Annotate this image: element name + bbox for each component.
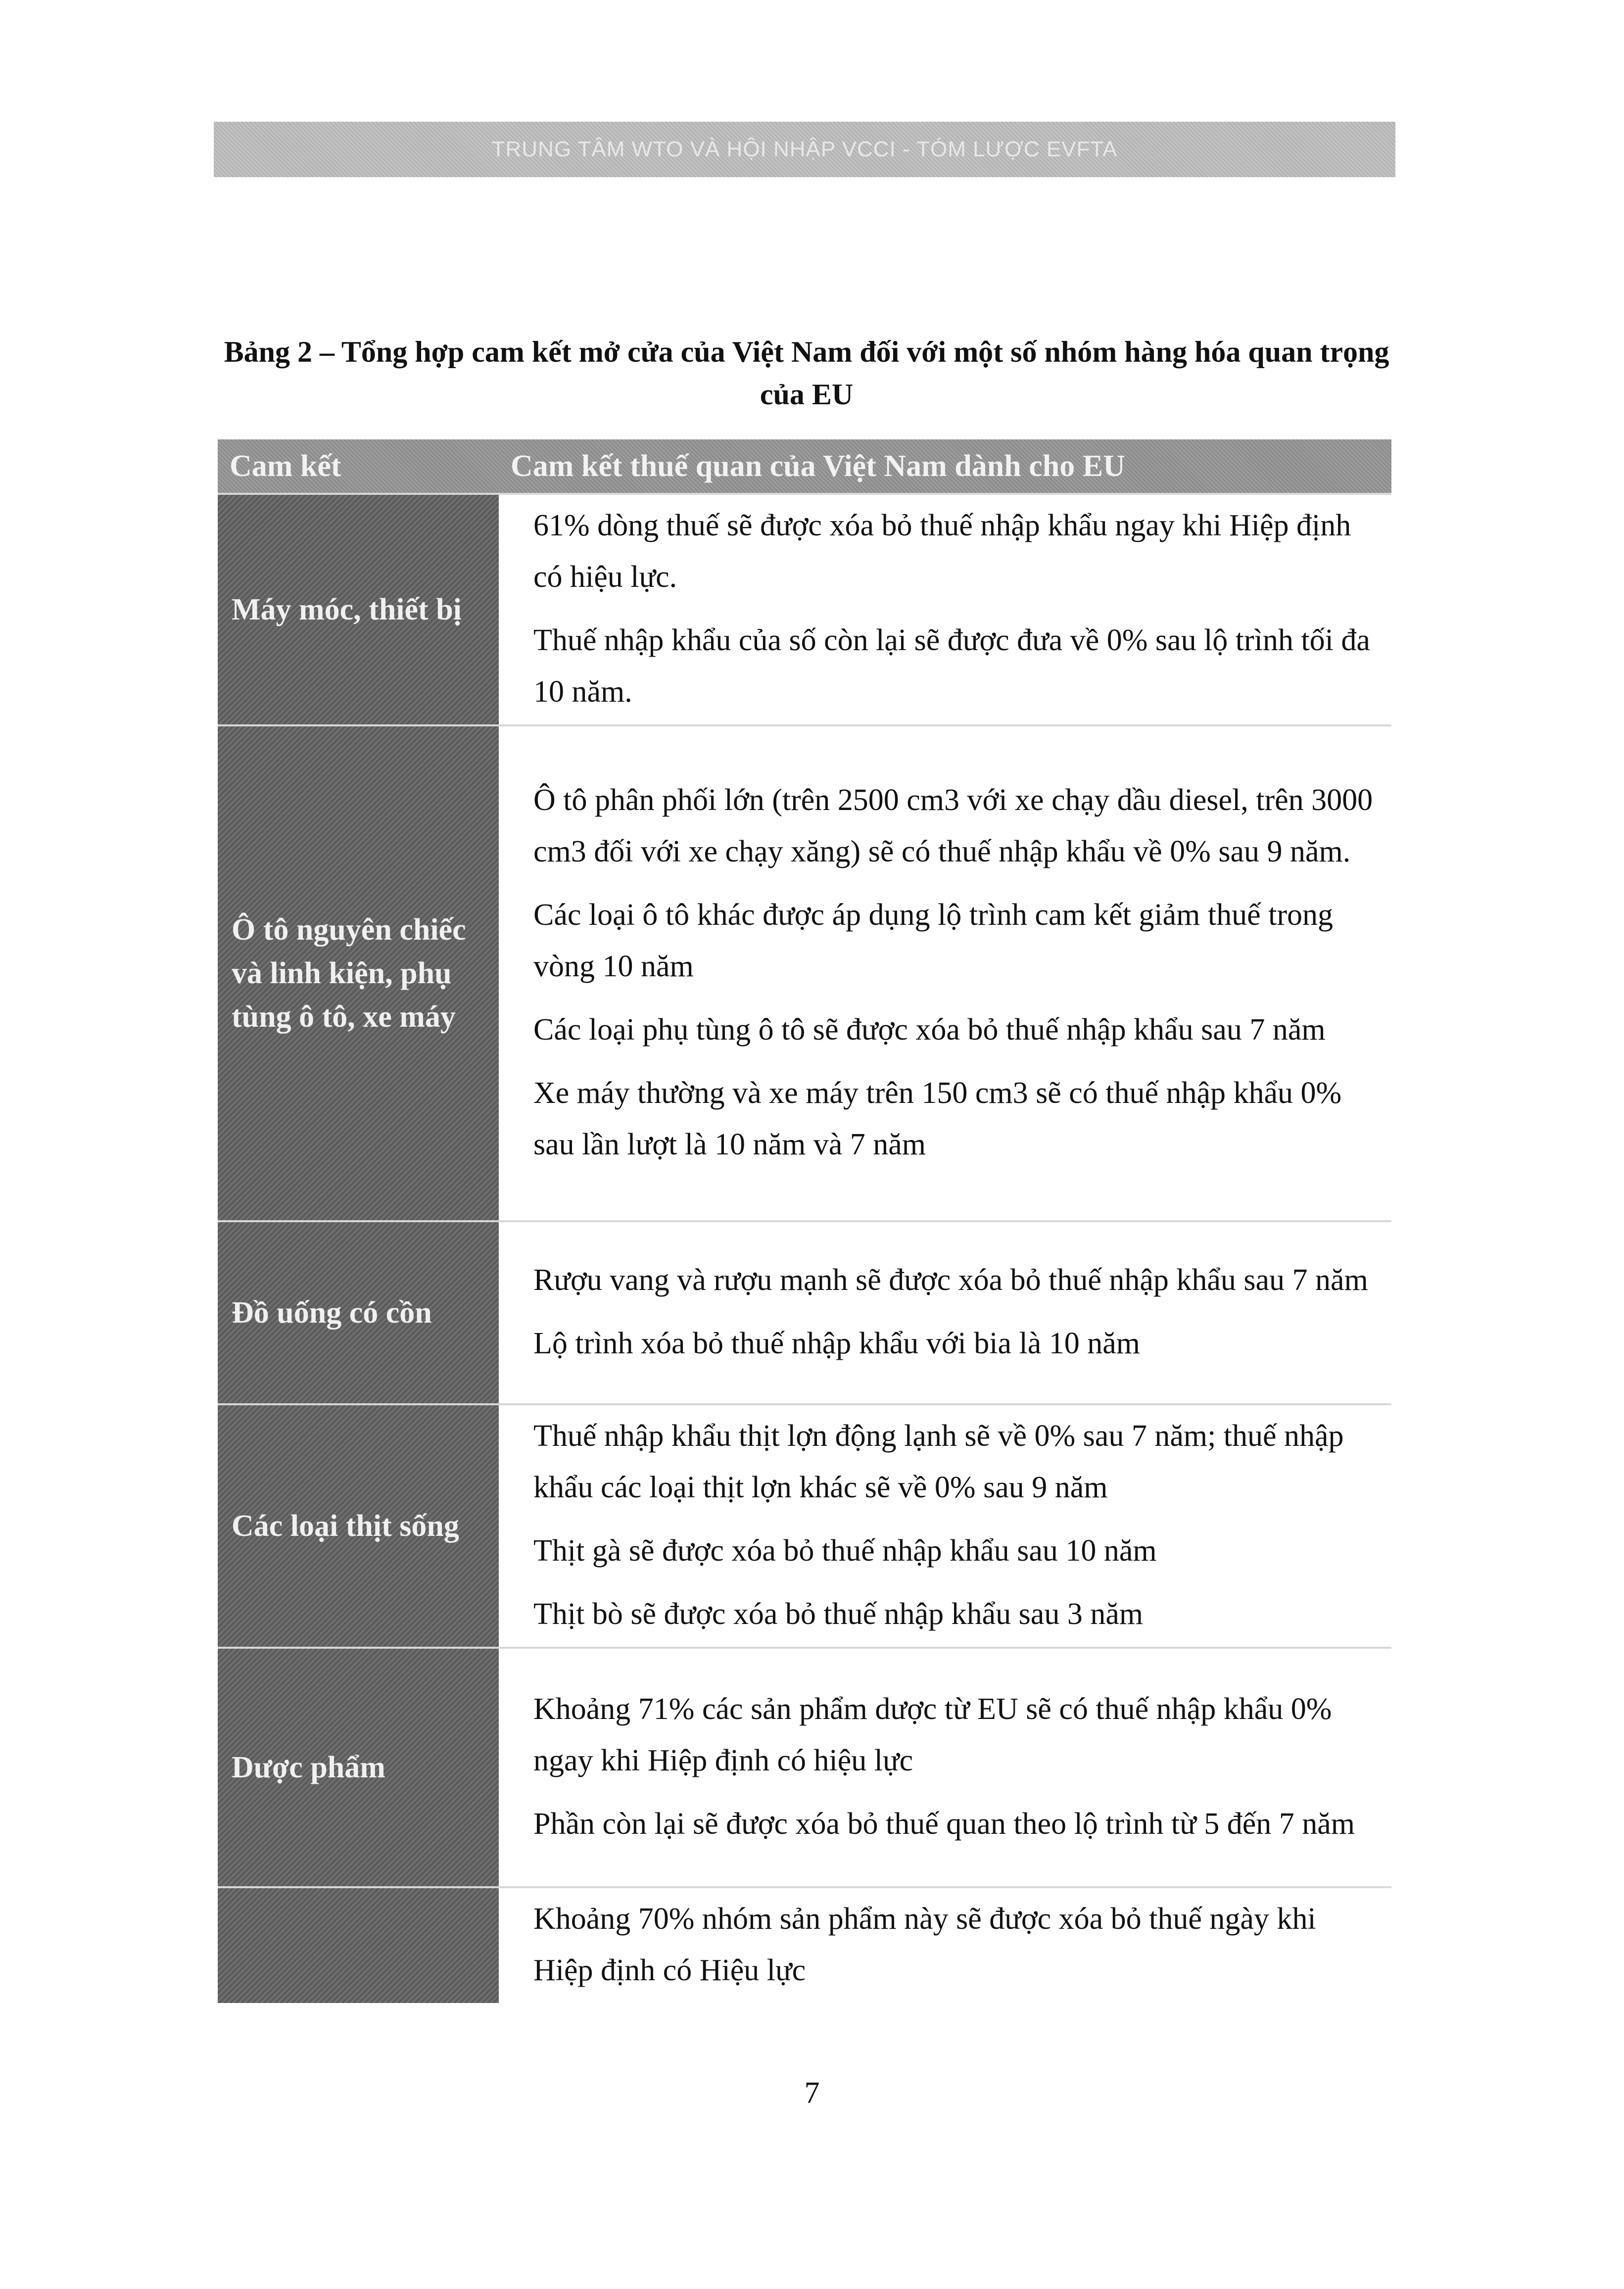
category-cell: Ô tô nguyên chiếc và linh kiện, phụ tùng ô tô, xe máy (218, 725, 499, 1221)
list-item: Các loại phụ tùng ô tô sẽ được xóa bỏ thuế nhập khẩu sau 7 năm (533, 1013, 1326, 1047)
table-title: Bảng 2 – Tổng hợp cam kết mở cửa của Việt Nam đối với một số nhóm hàng hóa quan trọng của EU (224, 335, 1389, 411)
column-header-commitment: Cam kết (218, 439, 499, 494)
list-item: Thịt bò sẽ được xóa bỏ thuế nhập khẩu sau 3 năm (533, 1597, 1144, 1631)
column-header-tariff: Cam kết thuế quan của Việt Nam dành cho EU (499, 439, 1391, 494)
items-cell (499, 1887, 1391, 2003)
category-cell: Đồ uống có cồn (218, 1221, 499, 1404)
list-item: Ô tô phân phối lớn (trên 2500 cm3 với xe chạy dầu diesel, trên 3000 cm3 đối với xe chạy xăng) sẽ có thuế nhập khẩu về 0% sau 9 năm. (533, 783, 1373, 868)
list-item: 61% dòng thuế sẽ được xóa bỏ thuế nhập khẩu ngay khi Hiệp định có hiệu lực. (533, 509, 1351, 594)
table-row (218, 1648, 1391, 1887)
list-item: Khoảng 71% các sản phẩm dược từ EU sẽ có thuế nhập khẩu 0% ngay khi Hiệp định có hiệu lực (533, 1692, 1332, 1777)
table-row (218, 1887, 1391, 2003)
list-item: Thịt gà sẽ được xóa bỏ thuế nhập khẩu sau 10 năm (533, 1534, 1157, 1568)
running-header-text: TRUNG TÂM WTO VÀ HỘI NHẬP VCCI - TÓM LƯỢC EVFTA (491, 137, 1118, 161)
list-item: Phần còn lại sẽ được xóa bỏ thuế quan theo lộ trình từ 5 đến 7 năm (533, 1807, 1355, 1841)
items-cell (499, 725, 1391, 1221)
list-item: Xe máy thường và xe máy trên 150 cm3 sẽ có thuế nhập khẩu 0% sau lần lượt là 10 năm và 7 năm (533, 1076, 1342, 1161)
commitment-table (218, 439, 1391, 2003)
table-header-row (218, 439, 1391, 494)
items-cell (499, 1404, 1391, 1648)
items-cell (499, 494, 1391, 725)
table-row (218, 1404, 1391, 1648)
items-cell (499, 1221, 1391, 1404)
items-cell (499, 1648, 1391, 1887)
running-header-band (214, 122, 1395, 177)
category-cell: Các loại thịt sống (218, 1404, 499, 1648)
page-number: 7 (804, 2076, 820, 2110)
category-cell: Máy móc, thiết bị (218, 494, 499, 725)
table-row (218, 494, 1391, 725)
list-item: Thuế nhập khẩu của số còn lại sẽ được đưa về 0% sau lộ trình tối đa 10 năm. (533, 623, 1370, 709)
category-cell (218, 1887, 499, 2003)
table-row (218, 1221, 1391, 1404)
list-item: Thuế nhập khẩu thịt lợn động lạnh sẽ về 0% sau 7 năm; thuế nhập khẩu các loại thịt lợn khác sẽ về 0% sau 9 năm (533, 1419, 1344, 1504)
category-cell: Dược phẩm (218, 1648, 499, 1887)
list-item: Rượu vang và rượu mạnh sẽ được xóa bỏ thuế nhập khẩu sau 7 năm (533, 1263, 1368, 1297)
list-item: Lộ trình xóa bỏ thuế nhập khẩu với bia là 10 năm (533, 1327, 1141, 1360)
list-item: Khoảng 70% nhóm sản phẩm này sẽ được xóa bỏ thuế ngày khi Hiệp định có Hiệu lực (533, 1902, 1316, 1987)
table-row (218, 725, 1391, 1221)
list-item: Các loại ô tô khác được áp dụng lộ trình cam kết giảm thuế trong vòng 10 năm (533, 898, 1333, 983)
